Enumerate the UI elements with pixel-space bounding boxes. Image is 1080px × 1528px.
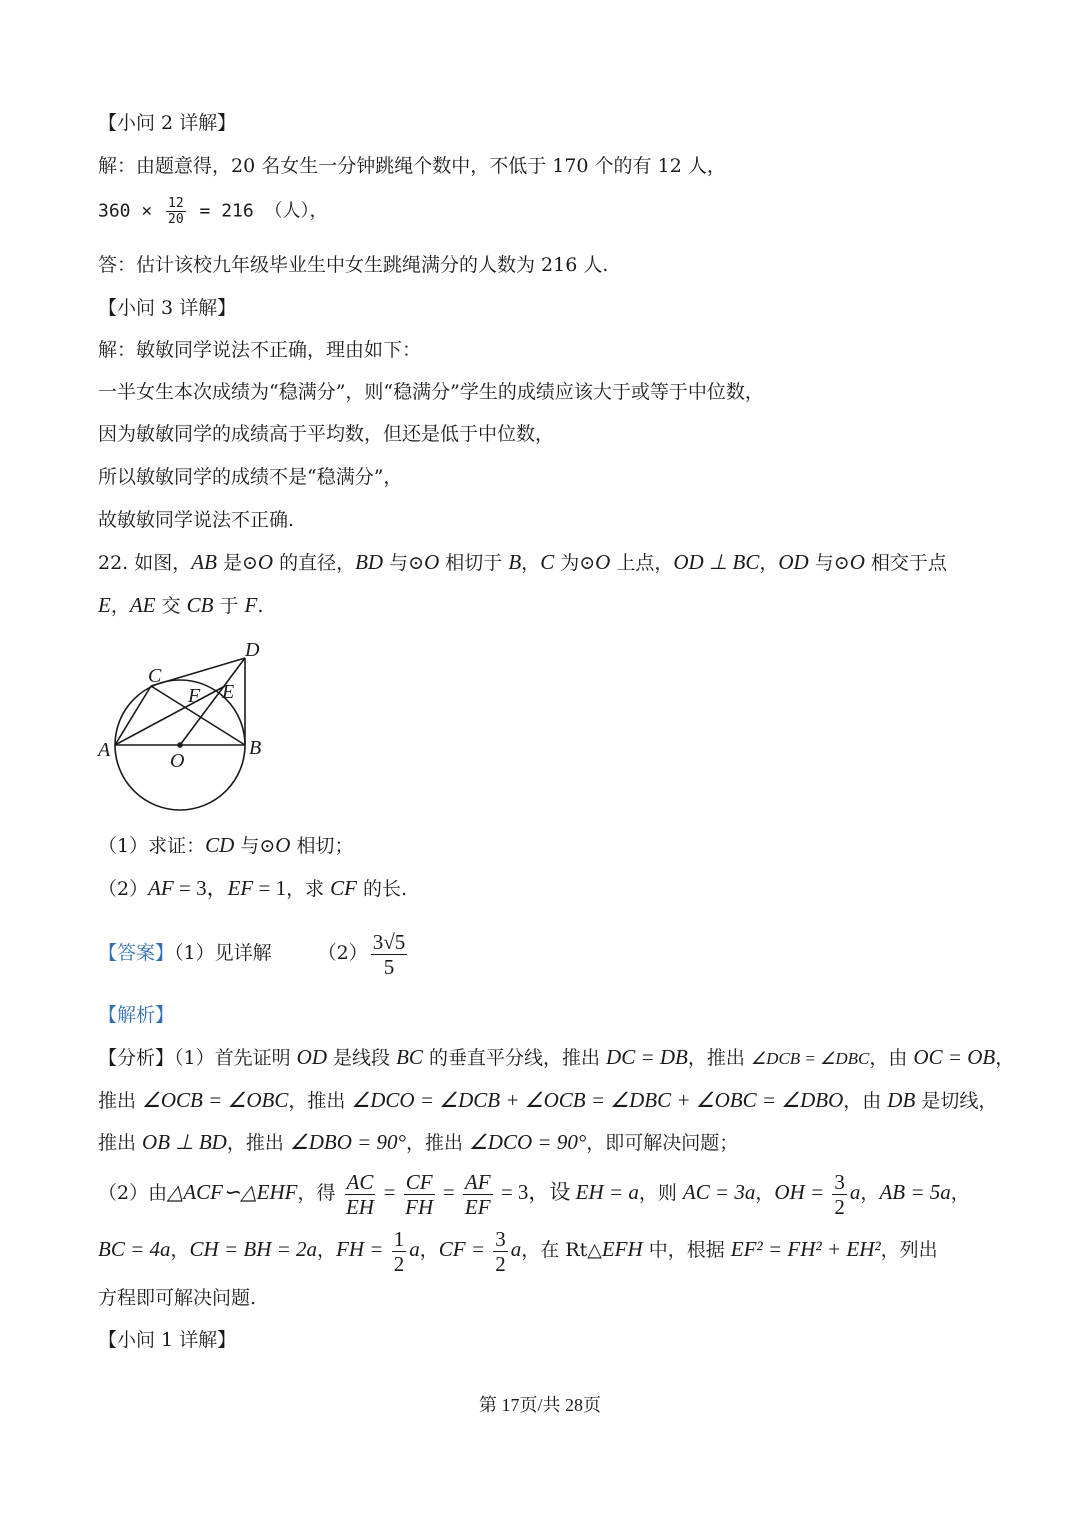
center-point: [177, 742, 183, 748]
label-d: D: [245, 639, 260, 661]
q22-line2: E，AE 交 CB 于 F.: [98, 593, 264, 617]
analysis-line3: 推出 OB ⊥ BD，推出 ∠DBO = 90°，推出 ∠DCO = 90°，即可解决问题；: [98, 1130, 739, 1154]
subq-2: （2）AF = 3，EF = 1，求 CF 的长.: [98, 876, 408, 900]
sec3-line2: 一半女生本次成绩为“稳满分”，则“稳满分”学生的成绩应该大于或等于中位数，: [98, 381, 764, 403]
section-heading-q1: 【小问 1 详解】: [98, 1329, 237, 1351]
fraction-af-ef: $\frac{AF}{EF}$: [464, 1169, 491, 1219]
label-a: A: [98, 739, 111, 761]
fraction-cf-fh: $\frac{CF}{FH}$: [405, 1169, 434, 1219]
label-e: E: [222, 681, 235, 703]
section-heading-q3: 【小问 3 详解】: [98, 297, 237, 319]
sec3-line4: 所以敏敏同学的成绩不是“稳满分”，: [98, 466, 403, 488]
sec2-calc: [98, 196, 328, 227]
analysis-line4: （2）由△ACF∽△EHF，得 $\frac{AC}{EH}$ = $\frac{CF}{FH}$ = $\frac{AF}{EF}$ = 3，设 EH = a，则 AC = 3a，OH = $\frac{3}{2}$ a，AB = 5a，: [98, 1169, 970, 1219]
fraction-ac-eh: $\frac{AC}{EH}$: [345, 1169, 374, 1219]
label-f: F: [188, 685, 201, 707]
calc-right: = 216 （人），: [188, 200, 328, 222]
sec2-line1: 解：由题意得，20 名女生一分钟跳绳个数中，不低于 170 个的有 12 人，: [98, 155, 726, 177]
answer-fraction: $\frac{3√5}{5}$: [372, 929, 406, 979]
q22-line1: 22. 如图，AB 是⊙O 的直径，BD 与⊙O 相切于 B，C 为⊙O 上点，OD ⊥ BC，OD 与⊙O 相交于点: [98, 550, 947, 574]
analysis-line5: BC = 4a，CH = BH = 2a，FH = $\frac{1}{2}$ a，CF = $\frac{3}{2}$ a，在 Rt△EFH 中，根据 EF² = FH² + EH²，列出: [98, 1226, 938, 1276]
analysis-line6: 方程即可解决问题.: [98, 1287, 257, 1309]
calc-fraction: $\frac{12}{20}$: [168, 196, 184, 227]
label-o: O: [170, 750, 185, 772]
fraction-1-2-fh: $\frac{1}{2}$: [393, 1226, 405, 1276]
fraction-3-2-cf: $\frac{3}{2}$: [495, 1226, 506, 1276]
sec3-line1: 解：敏敏同学说法不正确，理由如下：: [98, 339, 422, 361]
geometry-figure: [90, 636, 280, 820]
fraction-3-2-oh: $\frac{3}{2}$: [834, 1169, 845, 1219]
answer-line: 【答案】（1）见详解 （2） $\frac{3√5}{5}$: [98, 929, 406, 979]
subq-1: （1）求证：CD 与⊙O 相切；: [98, 833, 354, 857]
answer-tag: 【答案】: [98, 942, 175, 964]
analysis-tag: 【解析】: [98, 1004, 175, 1026]
label-b: B: [249, 737, 262, 759]
page-footer: 第 17页/共 28页: [478, 1395, 601, 1415]
label-c: C: [148, 665, 162, 687]
section-heading-q2: 【小问 2 详解】: [98, 112, 237, 134]
analysis-line1: 【分析】（1）首先证明 OD 是线段 BC 的垂直平分线，推出 DC = DB，推出 ∠DCB = ∠DBC，由 OC = OB，: [98, 1045, 1015, 1069]
sec3-line5: 故敏敏同学说法不正确.: [98, 509, 295, 531]
sec2-answer: 答：估计该校九年级毕业生中女生跳绳满分的人数为 216 人.: [98, 254, 609, 276]
calc-left: 360 ×: [98, 200, 164, 222]
analysis-line2: 推出 ∠OCB = ∠OBC，推出 ∠DCO = ∠DCB + ∠OCB = ∠DBC + ∠OBC = ∠DBO，由 DB 是切线，: [98, 1088, 998, 1112]
sec3-line3: 因为敏敏同学的成绩高于平均数，但还是低于中位数，: [98, 423, 555, 445]
segment-ae: [115, 686, 225, 745]
